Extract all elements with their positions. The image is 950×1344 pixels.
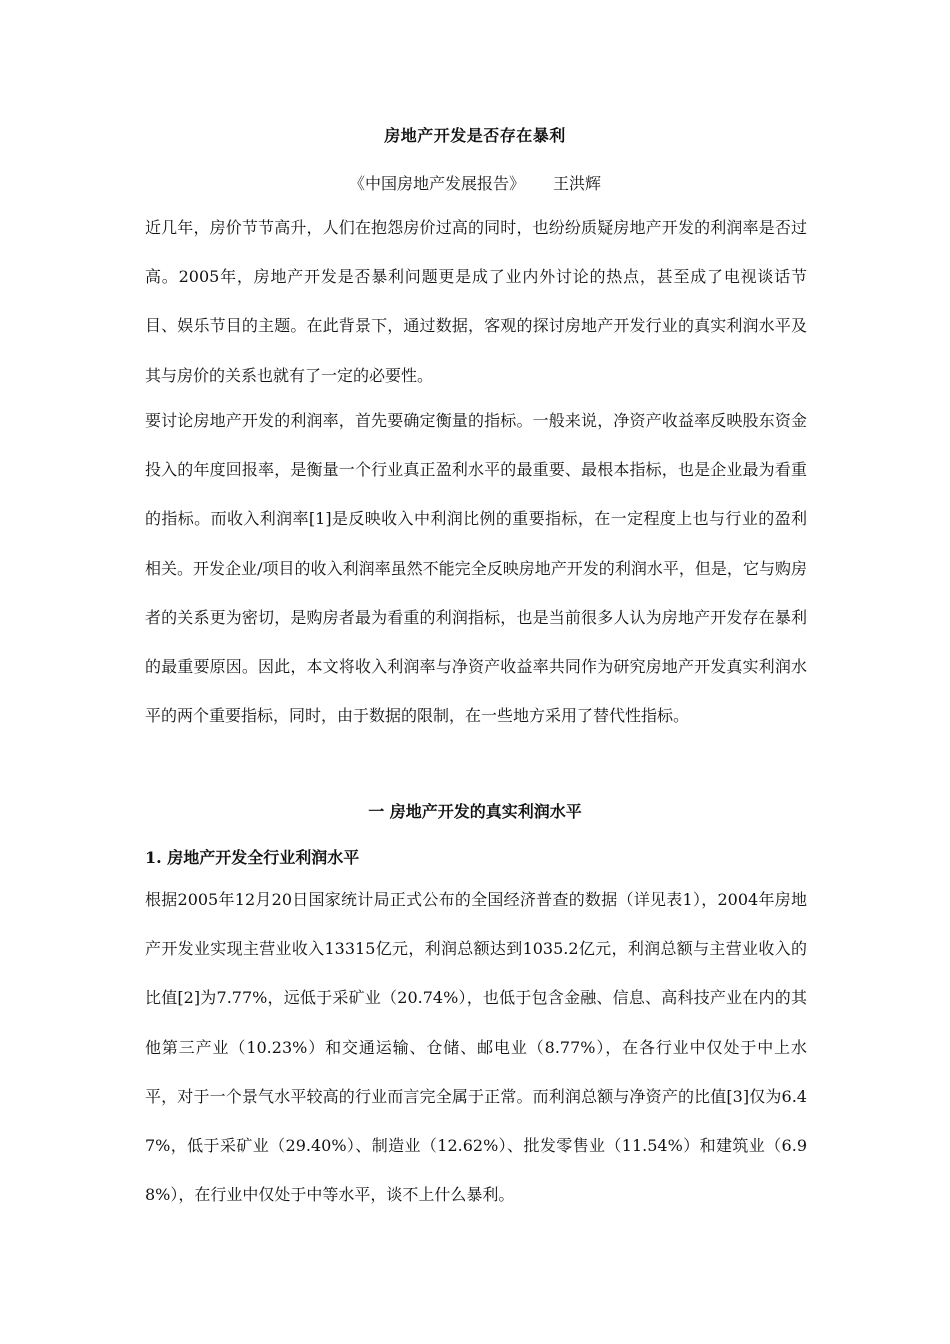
- paragraph-intro: 近几年，房价节节高升，人们在抱怨房价过高的同时，也纷纷质疑房地产开发的利润率是否过高。2005年，房地产开发是否暴利问题更是成了业内外讨论的热点，甚至成了电视谈话节目、娱乐节目的主题。在此背景下，通过数据，客观的探讨房地产开发行业的真实利润水平及其与房价的关系也就有了一定的必要性。: [145, 218, 807, 385]
- source-publication: 《中国房地产发展报告》: [348, 174, 525, 193]
- byline: [0, 172, 950, 196]
- section-heading: 一 房地产开发的真实利润水平: [368, 802, 582, 821]
- paragraph-indicators: 要讨论房地产开发的利润率，首先要确定衡量的指标。一般来说，净资产收益率反映股东资金投入的年度回报率，是衡量一个行业真正盈利水平的最重要、最根本指标，也是企业最为看重的指标。而收入利润率[1]是反映收入中利润比例的重要指标，在一定程度上也与行业的盈利相关。开发企业/项目的收入利润率虽然不能完全反映房地产开发的利润水平，但是，它与购房者的关系更为密切，是购房者最为看重的利润指标，也是当前很多人认为房地产开发存在暴利的最重要原因。因此，本文将收入利润率与净资产收益率共同作为研究房地产开发真实利润水平的两个重要指标，同时，由于数据的限制，在一些地方采用了替代性指标。: [145, 411, 807, 726]
- paragraph-industry-profit: 根据2005年12月20日国家统计局正式公布的全国经济普查的数据（详见表1），2004年房地产开发业实现主营业收入13315亿元，利润总额达到1035.2亿元，利润总额与主营业收入的比值[2]为7.77%，远低于采矿业（20.74%），也低于包含金融、信息、高科技产业在内的其他第三产业（10.23%）和交通运输、仓储、邮电业（8.77%），在各行业中仅处于中上水平，对于一个景气水平较高的行业而言完全属于正常。而利润总额与净资产的比值[3]仅为6.47%，低于采矿业（29.40%）、制造业（12.62%）、批发零售业（11.54%）和建筑业（6.98%），在行业中仅处于中等水平，谈不上什么暴利。: [145, 890, 807, 1205]
- author-name: 王洪辉: [553, 174, 602, 193]
- subsection-heading: 1. 房地产开发全行业利润水平: [145, 848, 360, 867]
- document-title: 房地产开发是否存在暴利: [384, 126, 566, 145]
